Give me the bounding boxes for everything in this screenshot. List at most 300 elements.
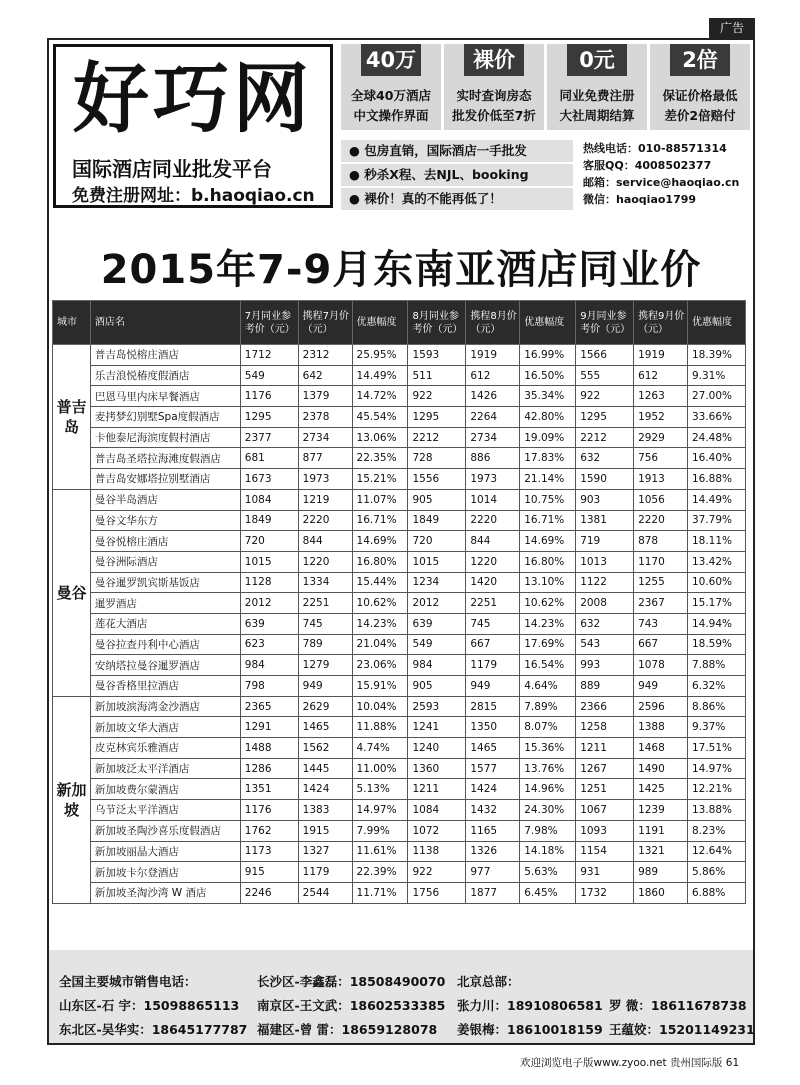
hotline: 热线电话：010-88571314 bbox=[583, 142, 727, 155]
price-cell: 877 bbox=[298, 448, 352, 469]
price-cell: 17.51% bbox=[687, 738, 745, 759]
price-cell: 1219 bbox=[298, 489, 352, 510]
price-cell: 1381 bbox=[576, 510, 634, 531]
price-cell: 1286 bbox=[240, 758, 298, 779]
hotel-name-cell: 新加坡卡尔登酒店 bbox=[90, 862, 240, 883]
table-row bbox=[53, 510, 746, 531]
price-cell: 21.14% bbox=[520, 469, 576, 490]
price-cell: 11.07% bbox=[352, 489, 408, 510]
price-cell: 1241 bbox=[408, 717, 466, 738]
price-cell: 1093 bbox=[576, 820, 634, 841]
price-cell: 1919 bbox=[634, 345, 688, 366]
price-cell: 1756 bbox=[408, 882, 466, 903]
price-cell: 667 bbox=[634, 634, 688, 655]
price-cell: 844 bbox=[298, 531, 352, 552]
price-cell: 1255 bbox=[634, 572, 688, 593]
price-cell: 2212 bbox=[408, 427, 466, 448]
price-cell: 1251 bbox=[576, 779, 634, 800]
hotel-name-cell: 普吉岛圣塔拉海滩度假酒店 bbox=[90, 448, 240, 469]
price-cell: 18.39% bbox=[687, 345, 745, 366]
price-cell: 903 bbox=[576, 489, 634, 510]
price-cell: 756 bbox=[634, 448, 688, 469]
price-cell: 11.88% bbox=[352, 717, 408, 738]
table-row bbox=[53, 800, 746, 821]
price-cell: 4.64% bbox=[520, 676, 576, 697]
price-cell: 1154 bbox=[576, 841, 634, 862]
hotel-name-cell: 曼谷拉查丹利中心酒店 bbox=[90, 634, 240, 655]
table-row bbox=[53, 365, 746, 386]
price-cell: 2815 bbox=[466, 696, 520, 717]
price-cell: 13.42% bbox=[687, 551, 745, 572]
feature-line: 全球40万酒店 bbox=[351, 88, 431, 103]
email: 邮箱：service@haoqiao.cn bbox=[583, 176, 740, 189]
hotel-name-cell: 卡他泰尼海滨度假村酒店 bbox=[90, 427, 240, 448]
price-cell: 1173 bbox=[240, 841, 298, 862]
price-cell: 2012 bbox=[408, 593, 466, 614]
price-cell: 993 bbox=[576, 655, 634, 676]
price-cell: 1383 bbox=[298, 800, 352, 821]
price-cell: 1562 bbox=[298, 738, 352, 759]
logo-subtitle: 国际酒店同业批发平台 bbox=[72, 157, 272, 181]
column-header: 7月同业参考价（元） bbox=[240, 301, 298, 345]
price-cell: 1849 bbox=[408, 510, 466, 531]
price-cell: 1056 bbox=[634, 489, 688, 510]
price-cell: 511 bbox=[408, 365, 466, 386]
hotel-name-cell: 新加坡滨海湾金沙酒店 bbox=[90, 696, 240, 717]
hotel-name-cell: 新加坡圣淘沙湾 W 酒店 bbox=[90, 882, 240, 903]
price-cell: 14.72% bbox=[352, 386, 408, 407]
price-cell: 931 bbox=[576, 862, 634, 883]
feature-line: 实时查询房态 bbox=[456, 88, 532, 103]
price-cell: 1915 bbox=[298, 820, 352, 841]
price-cell: 2377 bbox=[240, 427, 298, 448]
hotel-name-cell: 普吉岛悦榕庄酒店 bbox=[90, 345, 240, 366]
price-cell: 612 bbox=[466, 365, 520, 386]
price-cell: 13.76% bbox=[520, 758, 576, 779]
price-cell: 2365 bbox=[240, 696, 298, 717]
price-cell: 2929 bbox=[634, 427, 688, 448]
price-cell: 1432 bbox=[466, 800, 520, 821]
price-cell: 15.44% bbox=[352, 572, 408, 593]
hotel-name-cell: 新加坡圣陶沙喜乐度假酒店 bbox=[90, 820, 240, 841]
price-cell: 2629 bbox=[298, 696, 352, 717]
page-title: 2015年7-9月东南亚酒店同业价 bbox=[100, 247, 702, 293]
price-cell: 1350 bbox=[466, 717, 520, 738]
price-cell: 33.66% bbox=[687, 407, 745, 428]
price-cell: 8.86% bbox=[687, 696, 745, 717]
contact-info bbox=[583, 140, 748, 208]
price-cell: 10.62% bbox=[352, 593, 408, 614]
price-cell: 2378 bbox=[298, 407, 352, 428]
table-header-row bbox=[53, 301, 746, 345]
feature-big-label: 2倍 bbox=[670, 44, 730, 76]
price-cell: 1220 bbox=[466, 551, 520, 572]
price-cell: 1556 bbox=[408, 469, 466, 490]
price-cell: 1240 bbox=[408, 738, 466, 759]
price-cell: 1360 bbox=[408, 758, 466, 779]
table-row bbox=[53, 634, 746, 655]
price-cell: 2367 bbox=[634, 593, 688, 614]
price-cell: 719 bbox=[576, 531, 634, 552]
price-cell: 2312 bbox=[298, 345, 352, 366]
price-cell: 1295 bbox=[576, 407, 634, 428]
logo-url: 免费注册网址：b.haoqiao.cn bbox=[72, 186, 315, 206]
table-row bbox=[53, 345, 746, 366]
price-cell: 1170 bbox=[634, 551, 688, 572]
price-cell: 10.75% bbox=[520, 489, 576, 510]
feature-line: 批发价低至7折 bbox=[452, 108, 536, 123]
price-cell: 1566 bbox=[576, 345, 634, 366]
price-cell: 18.11% bbox=[687, 531, 745, 552]
price-cell: 1351 bbox=[240, 779, 298, 800]
table-row bbox=[53, 820, 746, 841]
price-cell: 16.71% bbox=[520, 510, 576, 531]
hotel-name-cell: 巴恩马里内床早餐酒店 bbox=[90, 386, 240, 407]
price-cell: 1952 bbox=[634, 407, 688, 428]
price-cell: 1973 bbox=[466, 469, 520, 490]
hotel-name-cell: 新加坡丽晶大酒店 bbox=[90, 841, 240, 862]
price-cell: 1488 bbox=[240, 738, 298, 759]
hotel-name-cell: 曼谷暹罗凯宾斯基饭店 bbox=[90, 572, 240, 593]
price-cell: 1762 bbox=[240, 820, 298, 841]
price-cell: 1593 bbox=[408, 345, 466, 366]
price-cell: 14.94% bbox=[687, 613, 745, 634]
logo-box bbox=[53, 44, 333, 208]
price-cell: 14.49% bbox=[352, 365, 408, 386]
hotel-name-cell: 曼谷洲际酒店 bbox=[90, 551, 240, 572]
price-cell: 720 bbox=[240, 531, 298, 552]
column-header: 携程9月价（元） bbox=[634, 301, 688, 345]
price-cell: 789 bbox=[298, 634, 352, 655]
price-cell: 949 bbox=[466, 676, 520, 697]
city-cell: 曼谷 bbox=[53, 489, 91, 696]
price-cell: 1860 bbox=[634, 882, 688, 903]
price-cell: 1379 bbox=[298, 386, 352, 407]
price-cell: 42.80% bbox=[520, 407, 576, 428]
price-cell: 915 bbox=[240, 862, 298, 883]
price-cell: 1465 bbox=[466, 738, 520, 759]
price-cell: 905 bbox=[408, 676, 466, 697]
price-cell: 25.95% bbox=[352, 345, 408, 366]
table-row bbox=[53, 572, 746, 593]
hotel-name-cell: 莲花大酒店 bbox=[90, 613, 240, 634]
price-cell: 1072 bbox=[408, 820, 466, 841]
price-cell: 905 bbox=[408, 489, 466, 510]
price-cell: 5.13% bbox=[352, 779, 408, 800]
price-cell: 1191 bbox=[634, 820, 688, 841]
price-cell: 2544 bbox=[298, 882, 352, 903]
price-cell: 11.71% bbox=[352, 882, 408, 903]
price-cell: 16.88% bbox=[687, 469, 745, 490]
footer-contact: 南京区-王文武：18602533385 bbox=[257, 998, 446, 1013]
price-cell: 1490 bbox=[634, 758, 688, 779]
price-cell: 14.18% bbox=[520, 841, 576, 862]
price-cell: 2251 bbox=[298, 593, 352, 614]
footer-contact: 罗 微：18611678738 bbox=[609, 998, 747, 1013]
price-cell: 14.23% bbox=[352, 613, 408, 634]
ad-tag: 广告 bbox=[709, 18, 755, 38]
hotel-name-cell: 麦拷梦幻别墅Spa度假酒店 bbox=[90, 407, 240, 428]
page-footer-note: 欢迎浏览电子版www.zyoo.net 贵州国际版 61 bbox=[520, 1057, 740, 1069]
footer-contact: 王蕴姣：15201149231 bbox=[609, 1022, 755, 1037]
price-cell: 6.88% bbox=[687, 882, 745, 903]
price-cell: 11.61% bbox=[352, 841, 408, 862]
price-cell: 13.10% bbox=[520, 572, 576, 593]
price-cell: 1465 bbox=[298, 717, 352, 738]
hotel-name-cell: 曼谷悦榕庄酒店 bbox=[90, 531, 240, 552]
price-cell: 977 bbox=[466, 862, 520, 883]
feature-big-label: 裸价 bbox=[464, 44, 524, 76]
city-cell: 新加坡 bbox=[53, 696, 91, 903]
price-cell: 798 bbox=[240, 676, 298, 697]
price-cell: 6.32% bbox=[687, 676, 745, 697]
price-cell: 886 bbox=[466, 448, 520, 469]
price-cell: 878 bbox=[634, 531, 688, 552]
price-cell: 15.21% bbox=[352, 469, 408, 490]
price-cell: 1015 bbox=[240, 551, 298, 572]
footer-contacts bbox=[49, 950, 753, 1043]
city-cell: 普吉岛 bbox=[53, 345, 91, 490]
price-cell: 2596 bbox=[634, 696, 688, 717]
column-header: 9月同业参考价（元） bbox=[576, 301, 634, 345]
table-row bbox=[53, 448, 746, 469]
price-cell: 922 bbox=[576, 386, 634, 407]
price-cell: 1239 bbox=[634, 800, 688, 821]
wechat: 微信：haoqiao1799 bbox=[583, 193, 697, 206]
price-cell: 1424 bbox=[298, 779, 352, 800]
price-cell: 13.88% bbox=[687, 800, 745, 821]
hotel-name-cell: 曼谷香格里拉酒店 bbox=[90, 676, 240, 697]
bullet-item: ● 包房直销，国际酒店一手批发 bbox=[341, 140, 573, 162]
footer-contact: 张力川：18910806581 bbox=[457, 998, 603, 1013]
price-cell: 5.63% bbox=[520, 862, 576, 883]
price-cell: 1919 bbox=[466, 345, 520, 366]
price-cell: 2008 bbox=[576, 593, 634, 614]
column-header: 优惠幅度 bbox=[687, 301, 745, 345]
price-cell: 21.04% bbox=[352, 634, 408, 655]
column-header: 携程8月价（元） bbox=[466, 301, 520, 345]
column-header: 酒店名 bbox=[90, 301, 240, 345]
table-row bbox=[53, 593, 746, 614]
price-cell: 1211 bbox=[576, 738, 634, 759]
price-cell: 7.89% bbox=[520, 696, 576, 717]
table-body bbox=[53, 345, 746, 904]
price-cell: 27.00% bbox=[687, 386, 745, 407]
table-row bbox=[53, 696, 746, 717]
price-cell: 1468 bbox=[634, 738, 688, 759]
price-cell: 720 bbox=[408, 531, 466, 552]
hotel-name-cell: 皮克林宾乐雅酒店 bbox=[90, 738, 240, 759]
price-cell: 745 bbox=[466, 613, 520, 634]
price-cell: 17.83% bbox=[520, 448, 576, 469]
price-cell: 745 bbox=[298, 613, 352, 634]
price-cell: 7.88% bbox=[687, 655, 745, 676]
bullet-item: ● 秒杀X程、去NJL、booking bbox=[341, 164, 573, 186]
price-cell: 14.49% bbox=[687, 489, 745, 510]
price-cell: 632 bbox=[576, 448, 634, 469]
feature-box bbox=[341, 44, 441, 130]
service-qq: 客服QQ：4008502377 bbox=[583, 159, 712, 172]
column-header: 优惠幅度 bbox=[520, 301, 576, 345]
price-cell: 2246 bbox=[240, 882, 298, 903]
price-cell: 14.97% bbox=[352, 800, 408, 821]
table-row bbox=[53, 676, 746, 697]
price-cell: 1211 bbox=[408, 779, 466, 800]
price-cell: 844 bbox=[466, 531, 520, 552]
price-cell: 1291 bbox=[240, 717, 298, 738]
column-header: 携程7月价（元） bbox=[298, 301, 352, 345]
bullet-list bbox=[341, 140, 573, 212]
price-cell: 2734 bbox=[466, 427, 520, 448]
price-cell: 10.60% bbox=[687, 572, 745, 593]
price-cell: 1078 bbox=[634, 655, 688, 676]
price-cell: 2220 bbox=[298, 510, 352, 531]
hotel-name-cell: 新加坡泛太平洋酒店 bbox=[90, 758, 240, 779]
table-row bbox=[53, 717, 746, 738]
price-cell: 1220 bbox=[298, 551, 352, 572]
price-cell: 1267 bbox=[576, 758, 634, 779]
price-cell: 24.48% bbox=[687, 427, 745, 448]
price-cell: 922 bbox=[408, 386, 466, 407]
price-cell: 1122 bbox=[576, 572, 634, 593]
feature-box bbox=[547, 44, 647, 130]
price-cell: 2220 bbox=[466, 510, 520, 531]
hotel-name-cell: 安纳塔拉曼谷暹罗酒店 bbox=[90, 655, 240, 676]
column-header: 城市 bbox=[53, 301, 91, 345]
hotel-name-cell: 暹罗酒店 bbox=[90, 593, 240, 614]
column-header: 8月同业参考价（元） bbox=[408, 301, 466, 345]
price-cell: 1295 bbox=[408, 407, 466, 428]
price-cell: 14.69% bbox=[352, 531, 408, 552]
price-cell: 1732 bbox=[576, 882, 634, 903]
bullet-item: ● 裸价！真的不能再低了！ bbox=[341, 188, 573, 210]
column-header: 优惠幅度 bbox=[352, 301, 408, 345]
price-cell: 681 bbox=[240, 448, 298, 469]
footer-contact: 东北区-吴华实：18645177787 bbox=[59, 1022, 248, 1037]
price-cell: 642 bbox=[298, 365, 352, 386]
price-cell: 639 bbox=[240, 613, 298, 634]
price-cell: 1426 bbox=[466, 386, 520, 407]
price-cell: 1424 bbox=[466, 779, 520, 800]
price-cell: 743 bbox=[634, 613, 688, 634]
price-cell: 22.39% bbox=[352, 862, 408, 883]
price-cell: 10.04% bbox=[352, 696, 408, 717]
table-row bbox=[53, 655, 746, 676]
price-cell: 2220 bbox=[634, 510, 688, 531]
price-cell: 2012 bbox=[240, 593, 298, 614]
feature-line: 差价2倍赔付 bbox=[664, 108, 736, 123]
hotel-name-cell: 新加坡费尔蒙酒店 bbox=[90, 779, 240, 800]
price-cell: 8.23% bbox=[687, 820, 745, 841]
price-cell: 667 bbox=[466, 634, 520, 655]
price-cell: 17.69% bbox=[520, 634, 576, 655]
price-cell: 1084 bbox=[240, 489, 298, 510]
hotel-name-cell: 普吉岛安娜塔拉别墅酒店 bbox=[90, 469, 240, 490]
price-cell: 984 bbox=[408, 655, 466, 676]
price-cell: 4.74% bbox=[352, 738, 408, 759]
price-cell: 1067 bbox=[576, 800, 634, 821]
price-cell: 1712 bbox=[240, 345, 298, 366]
price-cell: 1015 bbox=[408, 551, 466, 572]
price-cell: 15.91% bbox=[352, 676, 408, 697]
price-cell: 1234 bbox=[408, 572, 466, 593]
price-cell: 1673 bbox=[240, 469, 298, 490]
price-cell: 1279 bbox=[298, 655, 352, 676]
price-cell: 13.06% bbox=[352, 427, 408, 448]
price-cell: 16.71% bbox=[352, 510, 408, 531]
price-cell: 1176 bbox=[240, 800, 298, 821]
footer-contact: 长沙区-李鑫磊：18508490070 bbox=[257, 974, 446, 989]
table-row bbox=[53, 469, 746, 490]
price-cell: 19.09% bbox=[520, 427, 576, 448]
table-row bbox=[53, 427, 746, 448]
price-cell: 7.98% bbox=[520, 820, 576, 841]
price-cell: 1425 bbox=[634, 779, 688, 800]
price-cell: 14.23% bbox=[520, 613, 576, 634]
table-row bbox=[53, 407, 746, 428]
price-cell: 1913 bbox=[634, 469, 688, 490]
price-cell: 16.99% bbox=[520, 345, 576, 366]
feature-big-label: 40万 bbox=[361, 44, 421, 76]
price-cell: 543 bbox=[576, 634, 634, 655]
price-cell: 14.69% bbox=[520, 531, 576, 552]
price-cell: 2264 bbox=[466, 407, 520, 428]
footer-contact: 山东区-石 宇：15098865113 bbox=[59, 998, 240, 1013]
price-cell: 2212 bbox=[576, 427, 634, 448]
price-cell: 2366 bbox=[576, 696, 634, 717]
price-cell: 1138 bbox=[408, 841, 466, 862]
price-cell: 12.21% bbox=[687, 779, 745, 800]
feature-line: 中文操作界面 bbox=[353, 108, 429, 123]
price-cell: 549 bbox=[408, 634, 466, 655]
footer-label: 全国主要城市销售电话： bbox=[59, 974, 197, 989]
table-row bbox=[53, 862, 746, 883]
table-row bbox=[53, 738, 746, 759]
price-cell: 889 bbox=[576, 676, 634, 697]
price-cell: 1577 bbox=[466, 758, 520, 779]
price-cell: 1295 bbox=[240, 407, 298, 428]
price-cell: 37.79% bbox=[687, 510, 745, 531]
table-row bbox=[53, 779, 746, 800]
price-cell: 15.17% bbox=[687, 593, 745, 614]
price-cell: 2734 bbox=[298, 427, 352, 448]
hotel-name-cell: 乌节泛太平洋酒店 bbox=[90, 800, 240, 821]
price-cell: 23.06% bbox=[352, 655, 408, 676]
feature-box bbox=[650, 44, 750, 130]
price-cell: 1388 bbox=[634, 717, 688, 738]
price-cell: 16.80% bbox=[520, 551, 576, 572]
price-cell: 1084 bbox=[408, 800, 466, 821]
price-cell: 9.37% bbox=[687, 717, 745, 738]
price-cell: 1128 bbox=[240, 572, 298, 593]
price-cell: 14.96% bbox=[520, 779, 576, 800]
price-cell: 11.00% bbox=[352, 758, 408, 779]
logo-title: 好巧网 bbox=[73, 54, 313, 143]
feature-line: 保证价格最低 bbox=[662, 88, 738, 103]
feature-line: 大社周期结算 bbox=[559, 108, 635, 123]
price-cell: 922 bbox=[408, 862, 466, 883]
hotel-name-cell: 乐吉浪悦椿度假酒店 bbox=[90, 365, 240, 386]
price-cell: 1014 bbox=[466, 489, 520, 510]
price-cell: 555 bbox=[576, 365, 634, 386]
price-cell: 1179 bbox=[298, 862, 352, 883]
table-row bbox=[53, 758, 746, 779]
table-row bbox=[53, 882, 746, 903]
price-cell: 949 bbox=[634, 676, 688, 697]
price-cell: 1327 bbox=[298, 841, 352, 862]
price-cell: 18.59% bbox=[687, 634, 745, 655]
price-cell: 2593 bbox=[408, 696, 466, 717]
